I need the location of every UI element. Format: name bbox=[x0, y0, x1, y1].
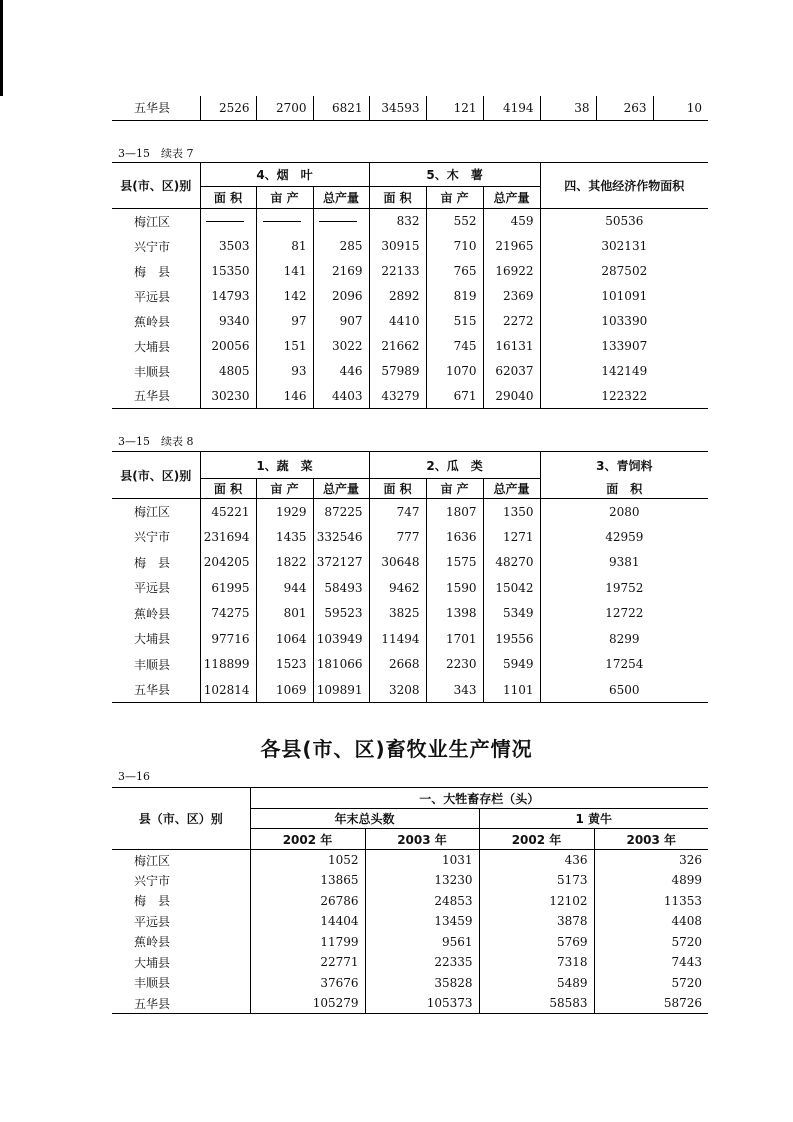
cell: 93 bbox=[256, 359, 313, 384]
cell: 38 bbox=[540, 96, 596, 120]
subheader: 面 积 bbox=[369, 479, 426, 499]
row-label: 丰顺县 bbox=[134, 657, 171, 672]
cell: 45221 bbox=[200, 499, 256, 525]
group-header: 2、瓜 类 bbox=[369, 452, 540, 479]
cell: 1031 bbox=[365, 850, 479, 871]
cell: 35828 bbox=[365, 973, 479, 994]
cell: 9340 bbox=[200, 309, 256, 334]
cell: 13230 bbox=[365, 870, 479, 891]
cell: 2272 bbox=[483, 309, 540, 334]
cell: 231694 bbox=[200, 524, 256, 550]
cell: 43279 bbox=[369, 384, 426, 409]
table-3-15-cont-8 bbox=[112, 451, 708, 703]
cell: 1807 bbox=[426, 499, 483, 525]
cell: 204205 bbox=[200, 550, 256, 576]
table-row bbox=[112, 499, 708, 525]
cell: 1398 bbox=[426, 601, 483, 627]
table-3-16 bbox=[112, 787, 708, 1014]
row-label: 丰顺县 bbox=[134, 364, 171, 379]
cell: 12102 bbox=[479, 891, 594, 912]
row-label: 蕉岭县 bbox=[134, 935, 171, 950]
cell: 6500 bbox=[540, 677, 708, 703]
cell: 13459 bbox=[365, 911, 479, 932]
cell: 5173 bbox=[479, 870, 594, 891]
cell: 4403 bbox=[313, 384, 369, 409]
cell: 21965 bbox=[483, 234, 540, 259]
cell: 97716 bbox=[200, 626, 256, 652]
cell: 3503 bbox=[200, 234, 256, 259]
cell: 10 bbox=[653, 96, 708, 120]
cell: 15350 bbox=[200, 259, 256, 284]
group-header: 5、木 薯 bbox=[369, 163, 540, 187]
cell: 801 bbox=[256, 601, 313, 627]
subheader: 面 积 bbox=[200, 479, 256, 499]
subheader: 总产量 bbox=[483, 479, 540, 499]
cell bbox=[313, 209, 369, 234]
cell: 1929 bbox=[256, 499, 313, 525]
year-header: 2003 年 bbox=[594, 829, 708, 850]
group-header: 年末总头数 bbox=[250, 809, 479, 829]
row-label: 梅 县 bbox=[134, 264, 171, 279]
year-header: 2003 年 bbox=[365, 829, 479, 850]
cell: 20056 bbox=[200, 334, 256, 359]
subheader: 亩 产 bbox=[256, 479, 313, 499]
cell: 372127 bbox=[313, 550, 369, 576]
cell: 2080 bbox=[540, 499, 708, 525]
row-label: 兴宁市 bbox=[134, 239, 171, 254]
table-row bbox=[112, 209, 708, 234]
subheader: 面 积 bbox=[369, 187, 426, 209]
cell: 285 bbox=[313, 234, 369, 259]
cell: 302131 bbox=[540, 234, 708, 259]
cell: 151 bbox=[256, 334, 313, 359]
cell: 552 bbox=[426, 209, 483, 234]
row-label: 平远县 bbox=[134, 289, 171, 304]
cell: 2892 bbox=[369, 284, 426, 309]
dash-mark bbox=[263, 221, 301, 222]
cell: 11799 bbox=[250, 932, 365, 953]
cell: 4410 bbox=[369, 309, 426, 334]
cell: 9381 bbox=[540, 550, 708, 576]
cell: 2526 bbox=[200, 96, 256, 120]
cell: 515 bbox=[426, 309, 483, 334]
cell: 2668 bbox=[369, 652, 426, 678]
cell: 16922 bbox=[483, 259, 540, 284]
cell: 9561 bbox=[365, 932, 479, 953]
subheader: 亩 产 bbox=[426, 479, 483, 499]
cell: 141 bbox=[256, 259, 313, 284]
cell: 109891 bbox=[313, 677, 369, 703]
cell: 5349 bbox=[483, 601, 540, 627]
cell: 34593 bbox=[369, 96, 426, 120]
table-row bbox=[112, 309, 708, 334]
cell: 105373 bbox=[365, 993, 479, 1014]
cell: 2169 bbox=[313, 259, 369, 284]
row-label: 平远县 bbox=[134, 914, 171, 929]
cell: 30915 bbox=[369, 234, 426, 259]
cell: 459 bbox=[483, 209, 540, 234]
cell: 97 bbox=[256, 309, 313, 334]
table-row bbox=[112, 96, 708, 120]
cell: 101091 bbox=[540, 284, 708, 309]
cell: 7318 bbox=[479, 952, 594, 973]
cell: 58493 bbox=[313, 575, 369, 601]
cell: 14404 bbox=[250, 911, 365, 932]
cell: 4805 bbox=[200, 359, 256, 384]
cell: 74275 bbox=[200, 601, 256, 627]
cell: 1101 bbox=[483, 677, 540, 703]
cell: 5720 bbox=[594, 932, 708, 953]
cell: 446 bbox=[313, 359, 369, 384]
cell: 48270 bbox=[483, 550, 540, 576]
table-row bbox=[112, 601, 708, 627]
cell: 832 bbox=[369, 209, 426, 234]
year-header: 2002 年 bbox=[479, 829, 594, 850]
group-header: 1 黄牛 bbox=[479, 809, 708, 829]
row-label: 梅江区 bbox=[134, 505, 171, 519]
row-label: 大埔县 bbox=[134, 339, 171, 354]
cell: 61995 bbox=[200, 575, 256, 601]
cell: 326 bbox=[594, 850, 708, 871]
cell: 777 bbox=[369, 524, 426, 550]
cell: 4899 bbox=[594, 870, 708, 891]
cell: 7443 bbox=[594, 952, 708, 973]
subheader: 总产量 bbox=[483, 187, 540, 209]
cell: 22133 bbox=[369, 259, 426, 284]
group-header: 3、青饲料 bbox=[540, 452, 708, 479]
cell bbox=[200, 209, 256, 234]
table-row bbox=[112, 993, 708, 1014]
cell: 2700 bbox=[256, 96, 313, 120]
cell: 1575 bbox=[426, 550, 483, 576]
subheader: 面 积 bbox=[540, 479, 708, 499]
cell: 2096 bbox=[313, 284, 369, 309]
row-label: 蕉岭县 bbox=[134, 606, 171, 621]
row-label: 大埔县 bbox=[134, 632, 171, 647]
cell: 24853 bbox=[365, 891, 479, 912]
cell: 1636 bbox=[426, 524, 483, 550]
group-header: 1、蔬 菜 bbox=[200, 452, 369, 479]
cell: 57989 bbox=[369, 359, 426, 384]
subheader: 亩 产 bbox=[426, 187, 483, 209]
cell: 3208 bbox=[369, 677, 426, 703]
table-row bbox=[112, 234, 708, 259]
cell: 3022 bbox=[313, 334, 369, 359]
table-row bbox=[112, 550, 708, 576]
cell: 16131 bbox=[483, 334, 540, 359]
year-header: 2002 年 bbox=[250, 829, 365, 850]
table-row bbox=[112, 284, 708, 309]
row-label: 兴宁市 bbox=[134, 873, 171, 888]
cell: 29040 bbox=[483, 384, 540, 409]
cell: 102814 bbox=[200, 677, 256, 703]
cell: 58726 bbox=[594, 993, 708, 1014]
table-row bbox=[112, 359, 708, 384]
row-label: 五华县 bbox=[112, 993, 250, 1014]
cell: 58583 bbox=[479, 993, 594, 1014]
table-row bbox=[112, 952, 708, 973]
cell: 5489 bbox=[479, 973, 594, 994]
cell: 819 bbox=[426, 284, 483, 309]
cell: 1069 bbox=[256, 677, 313, 703]
cell: 745 bbox=[426, 334, 483, 359]
cell: 19752 bbox=[540, 575, 708, 601]
cell: 710 bbox=[426, 234, 483, 259]
cell: 87225 bbox=[313, 499, 369, 525]
cell: 81 bbox=[256, 234, 313, 259]
section-title: 各县(市、区)畜牧业生产情况 bbox=[260, 737, 533, 761]
row-label: 五华县 bbox=[112, 96, 200, 120]
cell: 14793 bbox=[200, 284, 256, 309]
table-row bbox=[112, 524, 708, 550]
cell: 1271 bbox=[483, 524, 540, 550]
cell: 62037 bbox=[483, 359, 540, 384]
table-row bbox=[112, 891, 708, 912]
table-row bbox=[112, 384, 708, 409]
cell: 3825 bbox=[369, 601, 426, 627]
cell: 5949 bbox=[483, 652, 540, 678]
cell: 332546 bbox=[313, 524, 369, 550]
row-label: 五华县 bbox=[112, 384, 200, 409]
cell: 1822 bbox=[256, 550, 313, 576]
cell: 122322 bbox=[540, 384, 708, 409]
cell: 2369 bbox=[483, 284, 540, 309]
cell: 12722 bbox=[540, 601, 708, 627]
table-row bbox=[112, 334, 708, 359]
dash-mark bbox=[319, 221, 357, 222]
subheader: 亩 产 bbox=[256, 187, 313, 209]
cell: 142149 bbox=[540, 359, 708, 384]
table-row bbox=[112, 626, 708, 652]
cell: 343 bbox=[426, 677, 483, 703]
cell: 3878 bbox=[479, 911, 594, 932]
cell: 11353 bbox=[594, 891, 708, 912]
row-label: 梅江区 bbox=[134, 853, 171, 868]
cell: 142 bbox=[256, 284, 313, 309]
cell: 22771 bbox=[250, 952, 365, 973]
cell: 103390 bbox=[540, 309, 708, 334]
cell: 50536 bbox=[540, 209, 708, 234]
cell: 17254 bbox=[540, 652, 708, 678]
cell: 37676 bbox=[250, 973, 365, 994]
cell: 1701 bbox=[426, 626, 483, 652]
cell: 944 bbox=[256, 575, 313, 601]
group-header: 4、烟 叶 bbox=[200, 163, 369, 187]
cell: 4408 bbox=[594, 911, 708, 932]
cell: 8299 bbox=[540, 626, 708, 652]
dash-mark bbox=[206, 221, 244, 222]
cell: 1435 bbox=[256, 524, 313, 550]
cell: 907 bbox=[313, 309, 369, 334]
cell: 671 bbox=[426, 384, 483, 409]
main-group-header: 一、大牲畜存栏（头） bbox=[250, 788, 708, 809]
row-label: 丰顺县 bbox=[134, 976, 171, 991]
cell: 4194 bbox=[483, 96, 540, 120]
subheader: 总产量 bbox=[313, 187, 369, 209]
cell: 765 bbox=[426, 259, 483, 284]
row-label: 兴宁市 bbox=[134, 530, 171, 545]
stub-header: 县（市、区）别 bbox=[112, 788, 250, 850]
cell: 2230 bbox=[426, 652, 483, 678]
row-label: 平远县 bbox=[134, 581, 171, 596]
table-row bbox=[112, 677, 708, 703]
table-continuation-top bbox=[112, 96, 708, 121]
stub-header: 县(市、区)别 bbox=[112, 452, 200, 499]
cell: 19556 bbox=[483, 626, 540, 652]
cell: 22335 bbox=[365, 952, 479, 973]
table-row bbox=[112, 652, 708, 678]
cell: 30230 bbox=[200, 384, 256, 409]
cell: 5720 bbox=[594, 973, 708, 994]
cell: 118899 bbox=[200, 652, 256, 678]
stub-header: 县(市、区)别 bbox=[112, 163, 200, 209]
table-row bbox=[112, 870, 708, 891]
table-row bbox=[112, 932, 708, 953]
cell: 9462 bbox=[369, 575, 426, 601]
cell: 1523 bbox=[256, 652, 313, 678]
cell: 287502 bbox=[540, 259, 708, 284]
row-label: 梅 县 bbox=[134, 555, 171, 570]
cell: 11494 bbox=[369, 626, 426, 652]
cell: 15042 bbox=[483, 575, 540, 601]
table-tag: 3—15 续表 7 bbox=[118, 147, 194, 160]
cell: 146 bbox=[256, 384, 313, 409]
cell bbox=[256, 209, 313, 234]
cell: 6821 bbox=[313, 96, 369, 120]
subheader: 总产量 bbox=[313, 479, 369, 499]
cell: 5769 bbox=[479, 932, 594, 953]
cell: 30648 bbox=[369, 550, 426, 576]
cell: 1064 bbox=[256, 626, 313, 652]
cell: 59523 bbox=[313, 601, 369, 627]
table-3-15-cont-7 bbox=[112, 162, 708, 409]
page-edge-bar bbox=[0, 0, 3, 96]
row-label: 蕉岭县 bbox=[134, 314, 171, 329]
group-header: 四、其他经济作物面积 bbox=[540, 163, 708, 209]
cell: 1052 bbox=[250, 850, 365, 871]
cell: 1070 bbox=[426, 359, 483, 384]
table-row bbox=[112, 575, 708, 601]
cell: 105279 bbox=[250, 993, 365, 1014]
table-row bbox=[112, 911, 708, 932]
cell: 181066 bbox=[313, 652, 369, 678]
cell: 13865 bbox=[250, 870, 365, 891]
cell: 747 bbox=[369, 499, 426, 525]
cell: 42959 bbox=[540, 524, 708, 550]
row-label: 五华县 bbox=[112, 677, 200, 703]
cell: 26786 bbox=[250, 891, 365, 912]
row-label: 梅 县 bbox=[134, 894, 171, 909]
row-label: 梅江区 bbox=[134, 214, 171, 229]
cell: 263 bbox=[596, 96, 653, 120]
cell: 1590 bbox=[426, 575, 483, 601]
cell: 133907 bbox=[540, 334, 708, 359]
cell: 436 bbox=[479, 850, 594, 871]
cell: 121 bbox=[426, 96, 483, 120]
table-row bbox=[112, 259, 708, 284]
table-row bbox=[112, 973, 708, 994]
row-label: 大埔县 bbox=[134, 955, 171, 970]
subheader: 面 积 bbox=[200, 187, 256, 209]
table-tag: 3—15 续表 8 bbox=[118, 435, 194, 448]
table-row bbox=[112, 850, 708, 871]
cell: 1350 bbox=[483, 499, 540, 525]
cell: 103949 bbox=[313, 626, 369, 652]
cell: 21662 bbox=[369, 334, 426, 359]
table-tag: 3—16 bbox=[118, 770, 150, 783]
